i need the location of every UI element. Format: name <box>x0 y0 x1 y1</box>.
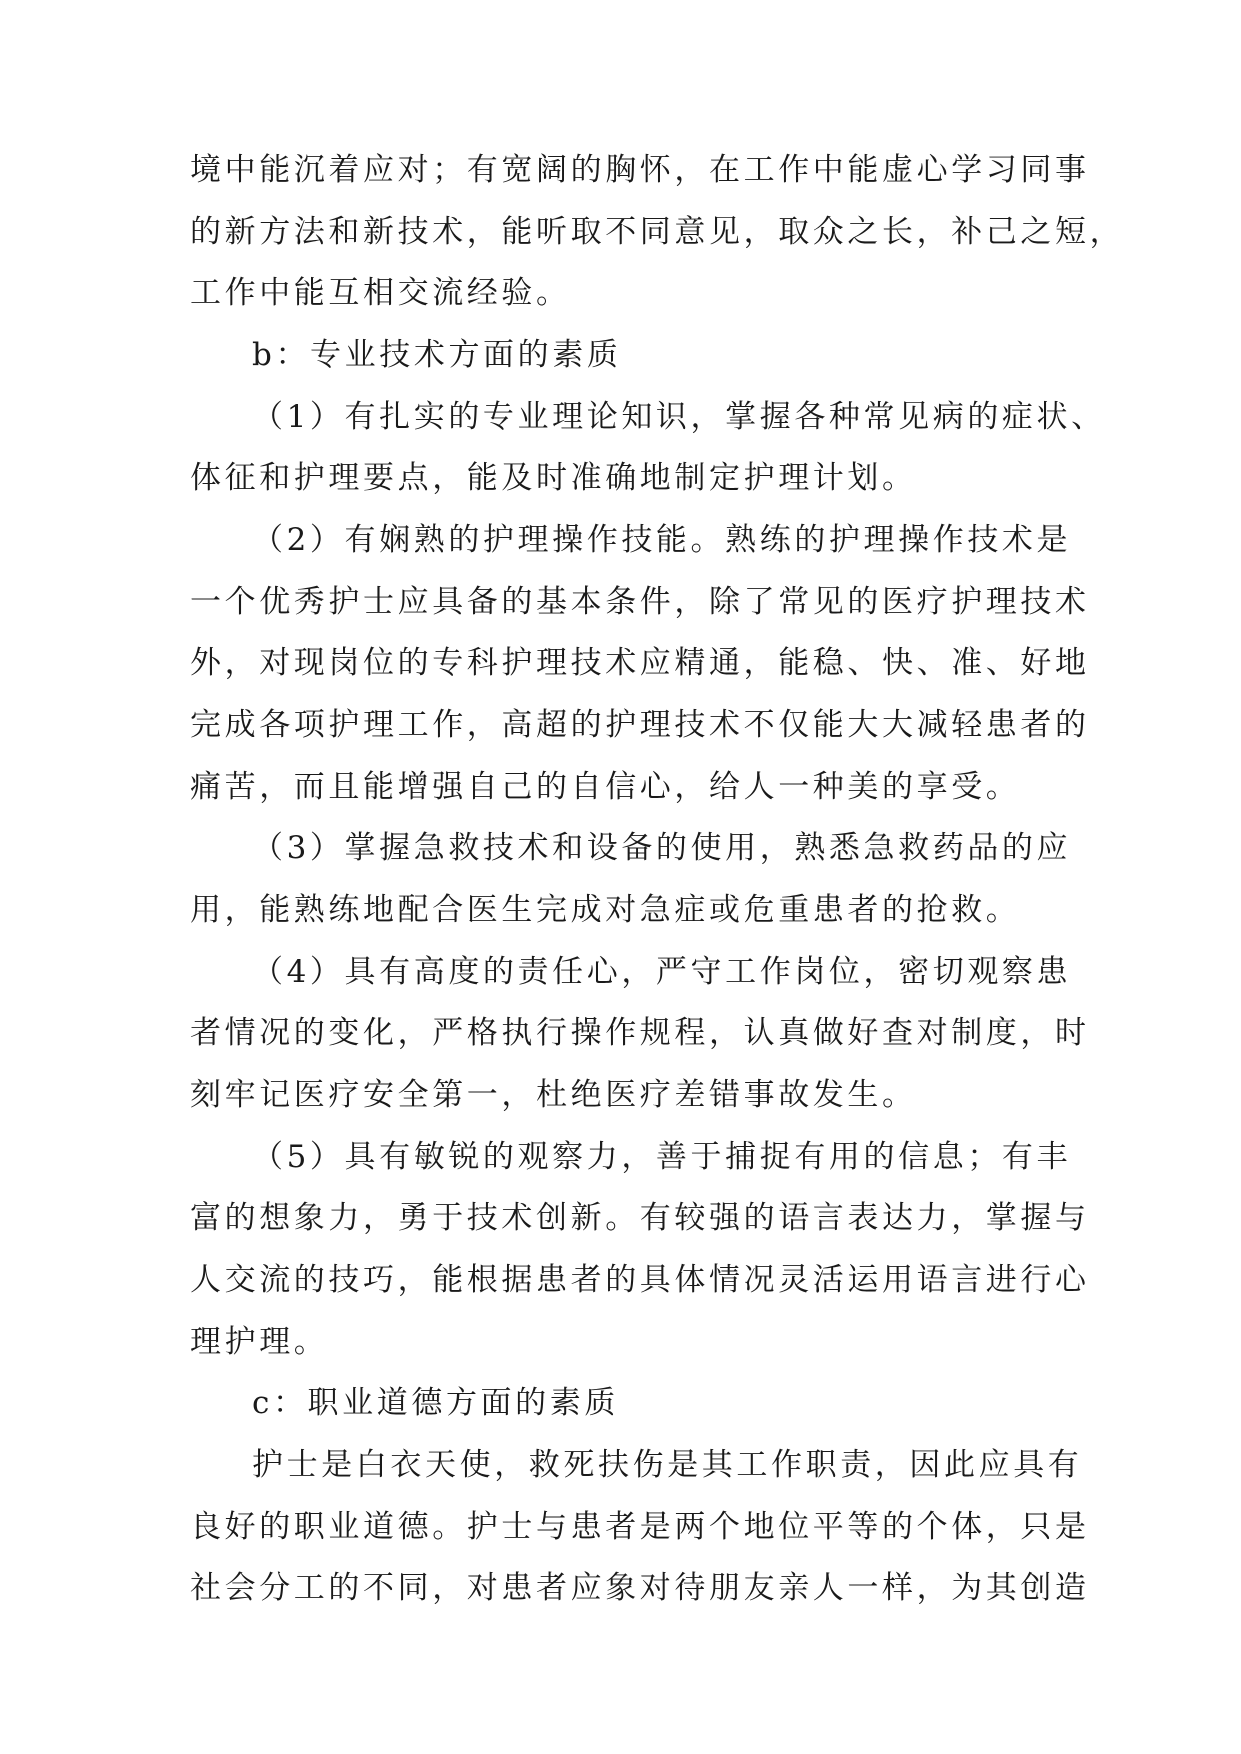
section-heading-c: c：职业道德方面的素质 <box>252 1385 619 1421</box>
body-text-line: 良好的职业道德。护士与患者是两个地位平等的个体，只是 <box>190 1509 1090 1545</box>
list-item-3-text: （3）掌握急救技术和设备的使用，熟悉急救药品的应 <box>252 830 1072 866</box>
body-text-line: 刻牢记医疗安全第一，杜绝医疗差错事故发生。 <box>190 1077 917 1113</box>
body-text-line: 一个优秀护士应具备的基本条件，除了常见的医疗护理技术 <box>190 584 1090 620</box>
body-text-line: 护士是白衣天使，救死扶伤是其工作职责，因此应具有 <box>252 1447 1083 1483</box>
body-text-line: 人交流的技巧，能根据患者的具体情况灵活运用语言进行心 <box>190 1262 1090 1298</box>
list-item-2-text: （2）有娴熟的护理操作技能。熟练的护理操作技术是 <box>252 522 1072 558</box>
body-text-line: 工作中能互相交流经验。 <box>190 275 571 311</box>
list-item-1-text: （1）有扎实的专业理论知识，掌握各种常见病的症状、 <box>252 399 1106 435</box>
body-text-line: 体征和护理要点，能及时准确地制定护理计划。 <box>190 460 917 496</box>
list-item-5-text: （5）具有敏锐的观察力，善于捕捉有用的信息；有丰 <box>252 1139 1072 1175</box>
body-text-line: 社会分工的不同，对患者应象对待朋友亲人一样，为其创造 <box>190 1570 1090 1606</box>
body-text-line: 痛苦，而且能增强自己的自信心，给人一种美的享受。 <box>190 769 1021 805</box>
list-item-4-text: （4）具有高度的责任心，严守工作岗位，密切观察患 <box>252 954 1072 990</box>
section-heading-b: b：专业技术方面的素质 <box>252 337 622 373</box>
body-text-line: 富的想象力，勇于技术创新。有较强的语言表达力，掌握与 <box>190 1200 1090 1236</box>
body-text-line: 理护理。 <box>190 1324 329 1360</box>
body-text-line: 外，对现岗位的专科护理技术应精通，能稳、快、准、好地 <box>190 645 1090 681</box>
body-text-line: 者情况的变化，严格执行操作规程，认真做好查对制度，时 <box>190 1015 1090 1051</box>
body-text-line: 用，能熟练地配合医生完成对急症或危重患者的抢救。 <box>190 892 1021 928</box>
body-text-line: 的新方法和新技术，能听取不同意见，取众之长，补己之短， <box>190 214 1125 250</box>
body-text-line: 境中能沉着应对；有宽阔的胸怀，在工作中能虚心学习同事 <box>190 152 1090 188</box>
body-text-line: 完成各项护理工作，高超的护理技术不仅能大大减轻患者的 <box>190 707 1090 743</box>
